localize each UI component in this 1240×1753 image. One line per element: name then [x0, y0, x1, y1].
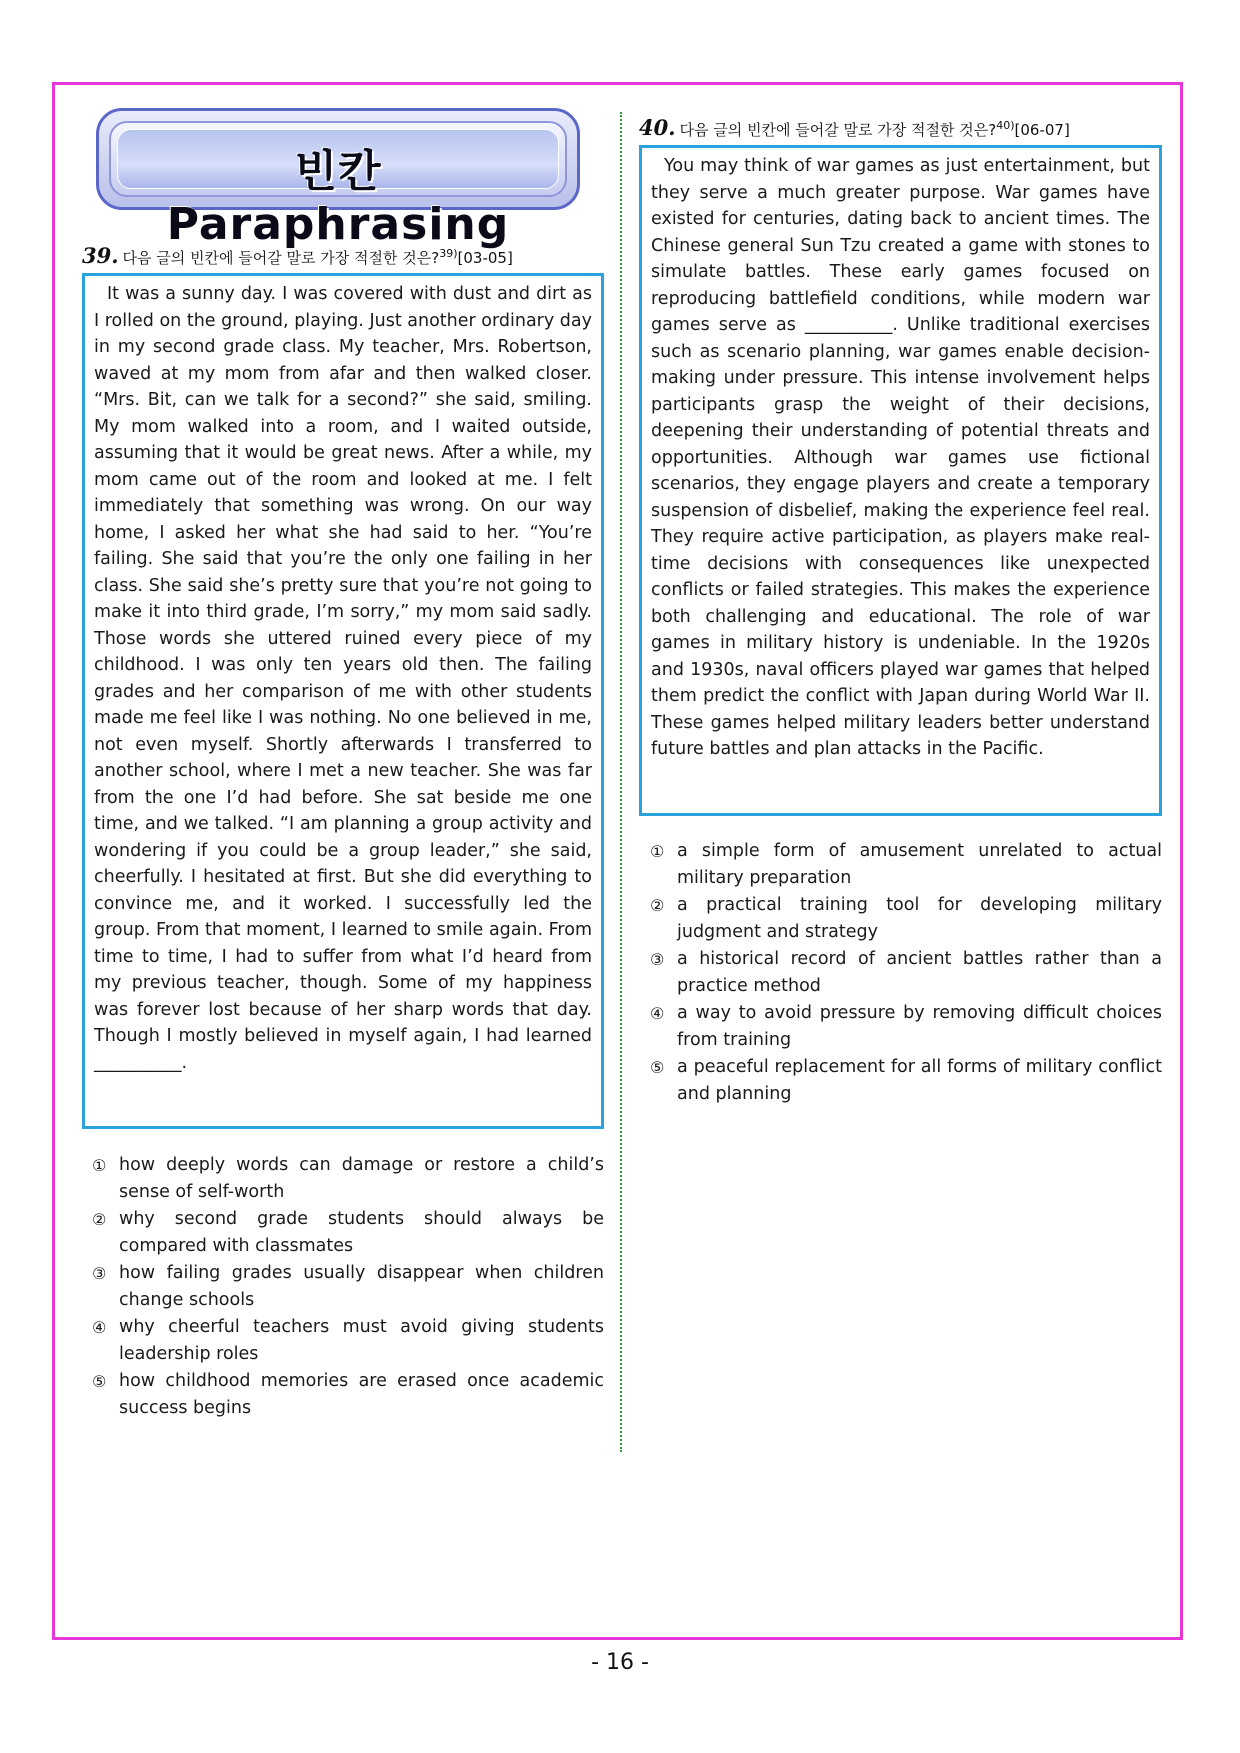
choice-marker: ⑤: [650, 1058, 665, 1077]
question-39-header: [82, 243, 513, 268]
choice-3[interactable]: [92, 1260, 604, 1314]
choice-marker: ③: [650, 950, 665, 969]
choice-marker: ②: [92, 1210, 107, 1229]
choice-text: why cheerful teachers must avoid giving students leadership roles: [119, 1317, 604, 1364]
choice-marker: ①: [650, 842, 665, 861]
question-39-choices: [92, 1152, 604, 1422]
question-prompt: 다음 글의 빈칸에 들어갈 말로 가장 적절한 것은?: [122, 249, 440, 267]
choice-1[interactable]: [650, 838, 1162, 892]
choice-text: how childhood memories are erased once academic success begins: [119, 1371, 604, 1418]
question-39-passage: It was a sunny day. I was covered with dust and dirt as I rolled on the ground, playing. Just another ordinary day in my second grade class. My teacher, Mrs. Robertson, waved at my mom from afar and then walked closer. “Mrs. Bit, can we talk for a second?” she said, smiling. My mom walked into a room, and I waited outside, assuming that it would be great news. After a while, my mom came out of the room and looked at me. I felt immediately that something was wrong. On our way home, I asked her what she had said to her. “You’re failing. She said that you’re the only one failing in her class. She said she’s pretty sure that you’re not going to make it into third grade, I’m sorry,” my mom said sadly. Those words she uttered ruined every piece of my childhood. I was only ten years old then. The failing grades and her comparison of me with other students made me feel like I was nothing. No one believed in me, not even myself. Shortly afterwards I transferred to another school, where I met a new teacher. She was far from the one I’d had before. She sat beside me one time, and we talked. “I am planning a group activity and wondering if you could be a group leader,” she said, cheerfully. I hesitated at first. But she did everything to convince me, and it worked. I successfully led the group. From that moment, I learned to smile again. From time to time, I had to suffer from what I’d heard from my previous teacher, though. Some of my happiness was forever lost because of her sharp words that day. Though I mostly believed in myself again, I had learned __________.: [82, 273, 604, 1129]
banner-face: [117, 129, 559, 250]
choice-text: a historical record of ancient battles rather than a practice method: [677, 949, 1162, 996]
question-40-passage: You may think of war games as just entertainment, but they serve a much greater purpose. War games have existed for centuries, dating back to ancient times. The Chinese general Sun Tzu created a game with stones to simulate battles. These early games focused on reproducing battlefield conditions, while modern war games serve as __________. Unlike traditional exercises such as scenario planning, war games enable decision-making under pressure. This intense involvement helps participants grasp the weight of their decisions, deepening their understanding of potential threats and opportunities. Although war games use fictional scenarios, they engage players and create a temporary suspension of disbelief, making the experience feel real. They require active participation, as players make real-time decisions with consequences like unexpected conflicts or failed strategies. This makes the experience both challenging and educational. The role of war games in military history is undeniable. In the 1920s and 1930s, naval officers played war games that helped them predict the conflict with Japan during World War II. These games helped military leaders better understand future battles and plan attacks in the Pacific.: [639, 145, 1162, 816]
question-40-header: [639, 115, 1070, 140]
choice-text: how deeply words can damage or restore a child’s sense of self-worth: [119, 1155, 604, 1202]
footnote-marker: 40): [996, 119, 1015, 132]
choice-marker: ④: [650, 1004, 665, 1023]
choice-4[interactable]: [92, 1314, 604, 1368]
choice-2[interactable]: [650, 892, 1162, 946]
section-title: 빈칸 Paraphrasing: [166, 146, 510, 250]
choice-text: a practical training tool for developing military judgment and strategy: [677, 895, 1162, 942]
question-prompt: 다음 글의 빈칸에 들어갈 말로 가장 적절한 것은?: [679, 121, 997, 139]
choice-text: why second grade students should always be compared with classmates: [119, 1209, 604, 1256]
choice-marker: ③: [92, 1264, 107, 1283]
choice-text: a peaceful replacement for all forms of military conflict and planning: [677, 1057, 1162, 1104]
question-number: 39.: [82, 243, 119, 268]
choice-3[interactable]: [650, 946, 1162, 1000]
choice-marker: ④: [92, 1318, 107, 1337]
column-divider: [620, 112, 622, 1452]
banner-inner: [109, 121, 567, 250]
section-banner: [96, 108, 580, 250]
page-number: - 16 -: [591, 1650, 649, 1675]
choice-text: a way to avoid pressure by removing difficult choices from training: [677, 1003, 1162, 1050]
choice-marker: ②: [650, 896, 665, 915]
choice-2[interactable]: [92, 1206, 604, 1260]
choice-5[interactable]: [92, 1368, 604, 1422]
question-number: 40.: [639, 115, 676, 140]
choice-marker: ⑤: [92, 1372, 107, 1391]
question-code: [06-07]: [1014, 121, 1070, 139]
choice-text: a simple form of amusement unrelated to actual military preparation: [677, 841, 1162, 888]
choice-5[interactable]: [650, 1054, 1162, 1108]
question-code: [03-05]: [457, 249, 513, 267]
choice-4[interactable]: [650, 1000, 1162, 1054]
choice-marker: ①: [92, 1156, 107, 1175]
choice-text: how failing grades usually disappear when children change schools: [119, 1263, 604, 1310]
choice-1[interactable]: [92, 1152, 604, 1206]
question-40-choices: [650, 838, 1162, 1108]
footnote-marker: 39): [439, 247, 458, 260]
